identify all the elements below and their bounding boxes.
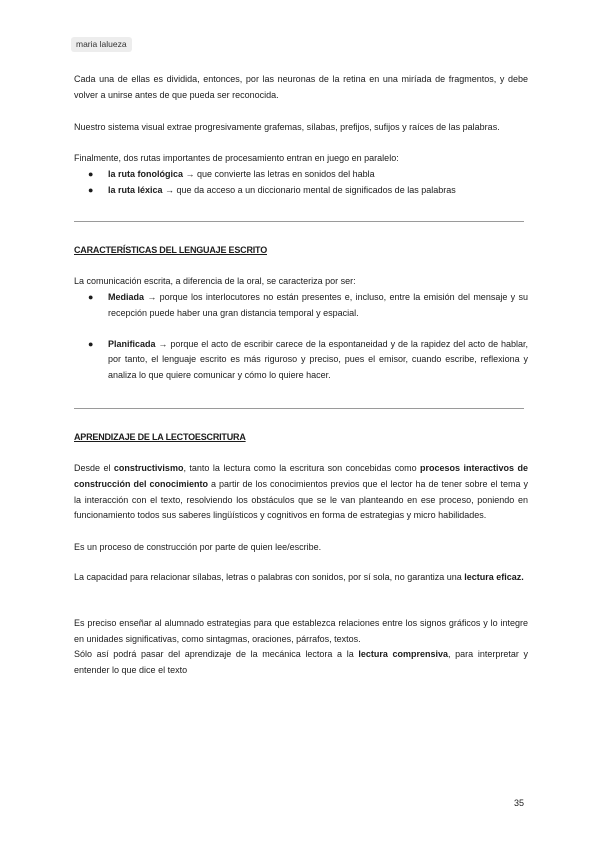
- text-run: Desde el: [74, 463, 114, 473]
- bullet-icon: ●: [88, 184, 94, 195]
- list-item-term: Planificada: [108, 338, 156, 349]
- section-divider: [74, 408, 524, 409]
- intro-paragraph-3: Finalmente, dos rutas importantes de procesamiento entran en juego en paralelo:: [74, 153, 399, 163]
- text-run: Sólo así podrá pasar del aprendizaje de la mecánica lectora a la: [74, 649, 359, 659]
- list-item-term: la ruta fonológica: [108, 169, 184, 179]
- page-number: 35: [514, 798, 525, 808]
- intro-paragraph-2: Nuestro sistema visual extrae progresivamente grafemas, sílabas, prefijos, sufijos y raíces de las palabras.: [74, 122, 500, 132]
- intro-paragraph-1: Cada una de ellas es dividida, entonces, por las neuronas de la retina en una miríada de fragmentos, y debe volver a unirse antes de que pueda ser reconocida.: [74, 74, 528, 100]
- characteristics-list: [74, 290, 528, 384]
- section2-paragraph-4: [74, 647, 528, 679]
- author-tag: maria lalueza: [71, 37, 132, 52]
- bold-term: lectura comprensiva: [358, 649, 449, 659]
- list-item: [74, 290, 528, 322]
- section-divider: [74, 221, 524, 222]
- list-item-desc: → porque los interlocutores no están presentes e, incluso, entre la emisión del mensaje y su recepción puede haber una gran distancia temporal y espacial.: [108, 292, 528, 318]
- section2-paragraph-3: Es preciso enseñar al alumnado estrategias para que establezca relaciones entre los signos gráficos y lo integre en unidades significativas, como sintagmas, oraciones, párrafos, textos.: [74, 618, 528, 644]
- list-item: [74, 167, 528, 183]
- text-run: , para interpretar y entender lo que dice el texto: [74, 649, 528, 675]
- bold-term: lectura eficaz.: [464, 572, 524, 582]
- list-item: [74, 183, 528, 199]
- list-item: [74, 337, 528, 384]
- text-run: a partir de los conocimientos previos que el lector ha de tener sobre el tema y la interacción con el texto, resolviendo los obstáculos que se le van planteando en ese proceso, poniendo en funcionamiento todos sus saberes lingüísticos y cognitivos en forma de estrategias y micro habilidades.: [74, 478, 528, 521]
- list-item-term: la ruta léxica: [108, 184, 163, 195]
- section-heading-characteristics: CARACTERÍSTICAS DEL LENGUAJE ESCRITO: [74, 245, 267, 255]
- section2-paragraph-2: [74, 570, 528, 586]
- list-item-desc: → porque el acto de escribir carece de la espontaneidad y de la rapidez del acto de hablar, por tanto, el lenguaje escrito es más riguroso y preciso, pues el emisor, cuando escribe, reflexiona y analiza lo que quiere comunicar y cómo lo quiere hacer.: [108, 338, 528, 381]
- routes-list: [74, 167, 528, 199]
- bullet-icon: ●: [88, 292, 94, 302]
- text-run: La capacidad para relacionar sílabas, letras o palabras con sonidos, por sí sola, no garantiza una: [74, 572, 465, 582]
- list-item-desc: → que da acceso a un diccionario mental de significados de las palabras: [162, 184, 456, 195]
- bullet-icon: ●: [88, 338, 94, 349]
- section2-paragraph-1: [74, 461, 528, 524]
- text-run: , tanto la lectura como la escritura son concebidas como: [183, 463, 421, 473]
- list-item-desc: → que convierte las letras en sonidos del habla: [183, 169, 375, 179]
- list-item-term: Mediada: [108, 292, 145, 302]
- bold-term: procesos interactivos de construcción del conocimiento: [74, 463, 528, 489]
- bullet-icon: ●: [88, 169, 94, 179]
- section2-paragraph-1-closing: Es un proceso de construcción por parte de quien lee/escribe.: [74, 542, 322, 552]
- section1-lead: La comunicación escrita, a diferencia de la oral, se caracteriza por ser:: [74, 276, 356, 286]
- bold-term: constructivismo: [113, 463, 184, 473]
- section-heading-learning: APRENDIZAJE DE LA LECTOESCRITURA: [74, 432, 246, 442]
